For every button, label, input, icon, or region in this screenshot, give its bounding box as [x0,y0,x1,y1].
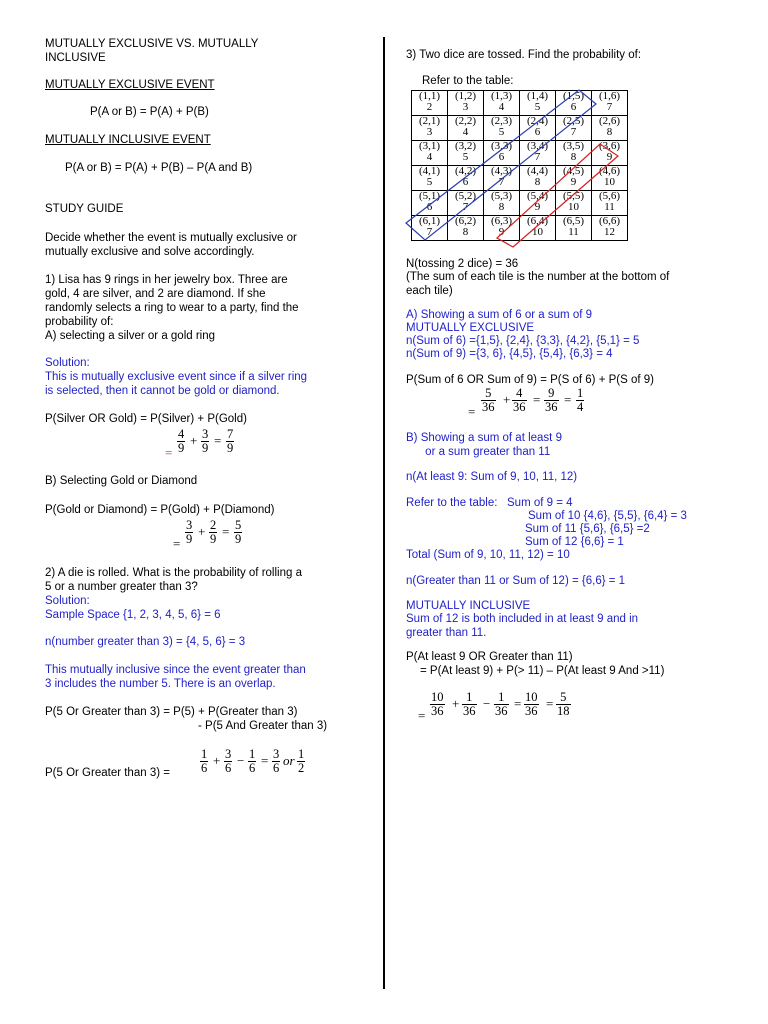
solution-1-text: This is mutually exclusive event since if a silver ring is selected, then it cannot be gold or diamond. [45,371,308,397]
q1b-formula: P(Gold or Diamond) = P(Gold) + P(Diamond) [45,504,275,516]
q2-formula-line-2: - P(5 And Greater than 3) [198,720,328,732]
dice-pair: (6,6) [598,215,621,227]
q2-or: or [283,753,295,768]
dice-pair: (5,1) [418,190,441,202]
sum-12: Sum of 12 {6,6} = 1 [525,536,624,548]
q1a-equals: = [165,445,173,460]
q2-formula-line-1: P(5 Or Greater than 3) = P(5) + P(Greater than 3) [45,706,298,718]
question-3: 3) Two dice are tossed. Find the probability of: [406,49,642,61]
question-1b: B) Selecting Gold or Diamond [45,475,198,487]
q1b-equals-2: = [222,524,230,539]
part-b-fraction: $\frac{1}{36}$ [495,690,508,718]
dice-sum: 9 [498,226,505,238]
dice-sum: 5 [462,151,469,163]
part-a-fraction: $\frac{9}{36}$ [545,386,558,414]
dice-pair: (5,6) [598,190,621,202]
dice-pair: (2,3) [490,115,513,127]
q2-fraction: $\frac{3}{6}$ [273,747,280,775]
dice-sum: 4 [426,151,433,163]
dice-sum: 6 [534,126,541,138]
dice-pair: (1,1) [418,90,441,102]
dice-pair: (6,2) [454,215,477,227]
dice-sum: 10 [604,176,615,188]
q1b-fraction: $\frac{3}{9}$ [186,518,193,546]
me-heading: MUTUALLY EXCLUSIVE EVENT [45,79,215,91]
dice-sum: 6 [462,176,469,188]
question-1: 1) Lisa has 9 rings in her jewelry box. Three are gold, 4 are silver, and 2 are diamond. If she randomly selects a ring to wear to a party, find the probability of: [45,274,299,328]
dice-sum: 5 [498,126,505,138]
q2-fraction: $\frac{3}{6}$ [225,747,232,775]
n-greater-than-11: n(Greater than 11 or Sum of 12) = {6,6} = 1 [406,575,626,587]
me-formula: P(A or B) = P(A) + P(B) [90,106,209,118]
dice-pair: (1,2) [454,90,477,102]
dice-pair: (6,4) [526,215,549,227]
sample-space: Sample Space {1, 2, 3, 4, 5, 6} = 6 [45,609,221,621]
dice-sum: 7 [498,176,505,188]
n-at-least-9: n(At least 9: Sum of 9, 10, 11, 12) [406,471,578,483]
q1b-fraction: $\frac{5}{9}$ [235,518,242,546]
dice-sum: 7 [426,226,433,238]
dice-sum: 6 [570,101,577,113]
q2-fraction: $\frac{1}{2}$ [298,747,305,775]
dice-sum: 7 [570,126,577,138]
question-2: 2) A die is rolled. What is the probability of rolling a 5 or a number greater than 3? [45,567,302,593]
part-b-note: Sum of 12 is both included in at least 9 and in greater than 11. [406,613,639,639]
dice-sum: 5 [534,101,541,113]
dice-pair: (5,2) [454,190,477,202]
dice-sum: 10 [532,226,543,238]
n-greater-than-3: n(number greater than 3) = {4, 5, 6} = 3 [45,636,246,648]
part-a-plus: + [503,392,511,407]
part-a-heading: A) Showing a sum of 6 or a sum of 9 [406,309,593,321]
solution-2-label: Solution: [45,595,90,607]
dice-pair: (6,3) [490,215,513,227]
q2-plus: + [213,753,221,768]
sum-11: Sum of 11 {5,6}, {6,5} =2 [525,523,650,535]
dice-sum: 9 [570,176,577,188]
q1a-plus: + [190,433,198,448]
sum-10: Sum of 10 {4,6}, {5,5}, {6,4} = 3 [528,510,687,522]
q2-fraction: $\frac{1}{6}$ [201,747,208,775]
part-a-fraction: $\frac{1}{4}$ [577,386,584,414]
q1b-fraction: $\frac{2}{9}$ [210,518,217,546]
dice-pair: (5,4) [526,190,549,202]
total-at-least-9: Total (Sum of 9, 10, 11, 12) = 10 [406,549,570,561]
part-b-fraction: $\frac{1}{36}$ [463,690,476,718]
dice-pair: (3,4) [526,140,549,152]
part-b-fraction: $\frac{5}{18}$ [557,690,570,718]
dice-sum: 3 [426,126,433,138]
part-b-formula-line-2: = P(At least 9) + P(> 11) – P(At least 9 And >11) [420,665,665,677]
dice-sum: 12 [604,226,615,238]
dice-pair: (3,5) [562,140,585,152]
part-a-equals-3: = [564,392,572,407]
part-a-type: MUTUALLY EXCLUSIVE [406,322,535,334]
dice-pair: (2,5) [562,115,585,127]
q2-minus: − [237,753,245,768]
q1b-plus: + [198,524,206,539]
dice-pair: (1,5) [562,90,585,102]
dice-pair: (5,5) [562,190,585,202]
dice-pair: (1,6) [598,90,621,102]
dice-pair: (3,6) [598,140,621,152]
part-b-fraction: $\frac{10}{36}$ [525,690,538,718]
q1a-equals-2: = [214,433,222,448]
part-b-heading: B) Showing a sum of at least 9 or a sum greater than 11 [406,432,562,458]
n-sum-6: n(Sum of 6) ={1,5}, {2,4}, {3,3}, {4,2}, {5,1} = 5 [406,335,640,347]
part-a-formula: P(Sum of 6 OR Sum of 9) = P(S of 6) + P(S of 9) [406,374,654,386]
part-b-type: MUTUALLY INCLUSIVE [406,600,531,612]
part-b-formula-line-1: P(At least 9 OR Greater than 11) [406,651,573,663]
dice-pair: (4,2) [454,165,477,177]
q1a-fraction: $\frac{3}{9}$ [202,427,209,455]
dice-sum: 5 [426,176,433,188]
refer-table-label: Refer to the table: [422,75,514,87]
dice-pair: (2,6) [598,115,621,127]
dice-sum: 7 [462,201,469,213]
question-1a: A) selecting a silver or a gold ring [45,330,216,342]
sum-9-highlight [497,144,618,247]
dice-pair: (5,3) [490,190,513,202]
dice-pair: (3,2) [454,140,477,152]
dice-sum: 11 [604,201,615,213]
dice-sum: 4 [498,101,505,113]
dice-sum: 8 [570,151,577,163]
q2-result-label: P(5 Or Greater than 3) = [45,767,170,779]
inclusive-note: This mutually inclusive since the event greater than 3 includes the number 5. There is an overlap. [45,664,306,690]
n-sum-9: n(Sum of 9) ={3, 6}, {4,5}, {5,4}, {6,3} = 4 [406,348,613,360]
part-b-equals-2: = [514,696,522,711]
dice-sum: 9 [534,201,541,213]
dice-sum: 9 [606,151,613,163]
dice-sum: 11 [568,226,579,238]
part-b-minus: − [483,696,491,711]
sum-6-highlight [406,90,596,240]
q1a-fraction: $\frac{7}{9}$ [227,427,234,455]
dice-pair: (3,3) [490,140,513,152]
dice-sum: 4 [462,126,469,138]
dice-pair: (1,3) [490,90,513,102]
q1b-equals: = [173,536,181,551]
q1a-fraction: $\frac{4}{9}$ [178,427,185,455]
dice-sum: 8 [462,226,469,238]
part-a-equals: = [468,404,476,419]
mi-formula: P(A or B) = P(A) + P(B) – P(A and B) [65,162,253,174]
part-b-equals: = [418,708,426,723]
dice-sum: 6 [498,151,505,163]
dice-pair: (4,1) [418,165,441,177]
dice-pair: (1,4) [526,90,549,102]
q2-equals: = [261,753,269,768]
q2-fraction: $\frac{1}{6}$ [249,747,256,775]
dice-sum: 8 [606,126,613,138]
dice-pair: (2,2) [454,115,477,127]
sum-note: (The sum of each tile is the number at the bottom of each tile) [406,271,670,297]
dice-sum: 8 [534,176,541,188]
instructions: Decide whether the event is mutually exclusive or mutually exclusive and solve accordingly. [45,232,297,258]
dice-sum: 7 [606,101,613,113]
page-title: MUTUALLY EXCLUSIVE VS. MUTUALLY INCLUSIVE [45,38,259,64]
dice-pair: (6,5) [562,215,585,227]
dice-sum: 8 [498,201,505,213]
dice-pair: (4,6) [598,165,621,177]
part-b-fraction: $\frac{10}{36}$ [431,690,444,718]
dice-pair: (3,1) [418,140,441,152]
q1a-formula: P(Silver OR Gold) = P(Silver) + P(Gold) [45,413,247,425]
dice-sum: 6 [426,201,433,213]
dice-sum: 2 [426,101,433,113]
dice-pair: (2,4) [526,115,549,127]
part-b-equals-3: = [546,696,554,711]
n-tossing: N(tossing 2 dice) = 36 [406,258,519,270]
part-a-fraction: $\frac{4}{36}$ [513,386,526,414]
dice-pair: (4,5) [562,165,585,177]
part-a-equals-2: = [533,392,541,407]
mi-heading: MUTUALLY INCLUSIVE EVENT [45,134,211,146]
dice-pair: (2,1) [418,115,441,127]
solution-1-label: Solution: [45,357,90,369]
part-a-fraction: $\frac{5}{36}$ [482,386,495,414]
dice-sum: 3 [462,101,469,113]
dice-sum: 10 [568,201,579,213]
dice-pair: (6,1) [418,215,441,227]
dice-pair: (4,3) [490,165,513,177]
study-guide-heading: STUDY GUIDE [45,203,124,215]
refer-sum-9: Refer to the table: Sum of 9 = 4 [406,497,573,509]
dice-pair: (4,4) [526,165,549,177]
dice-sum: 7 [534,151,541,163]
part-b-plus: + [452,696,460,711]
